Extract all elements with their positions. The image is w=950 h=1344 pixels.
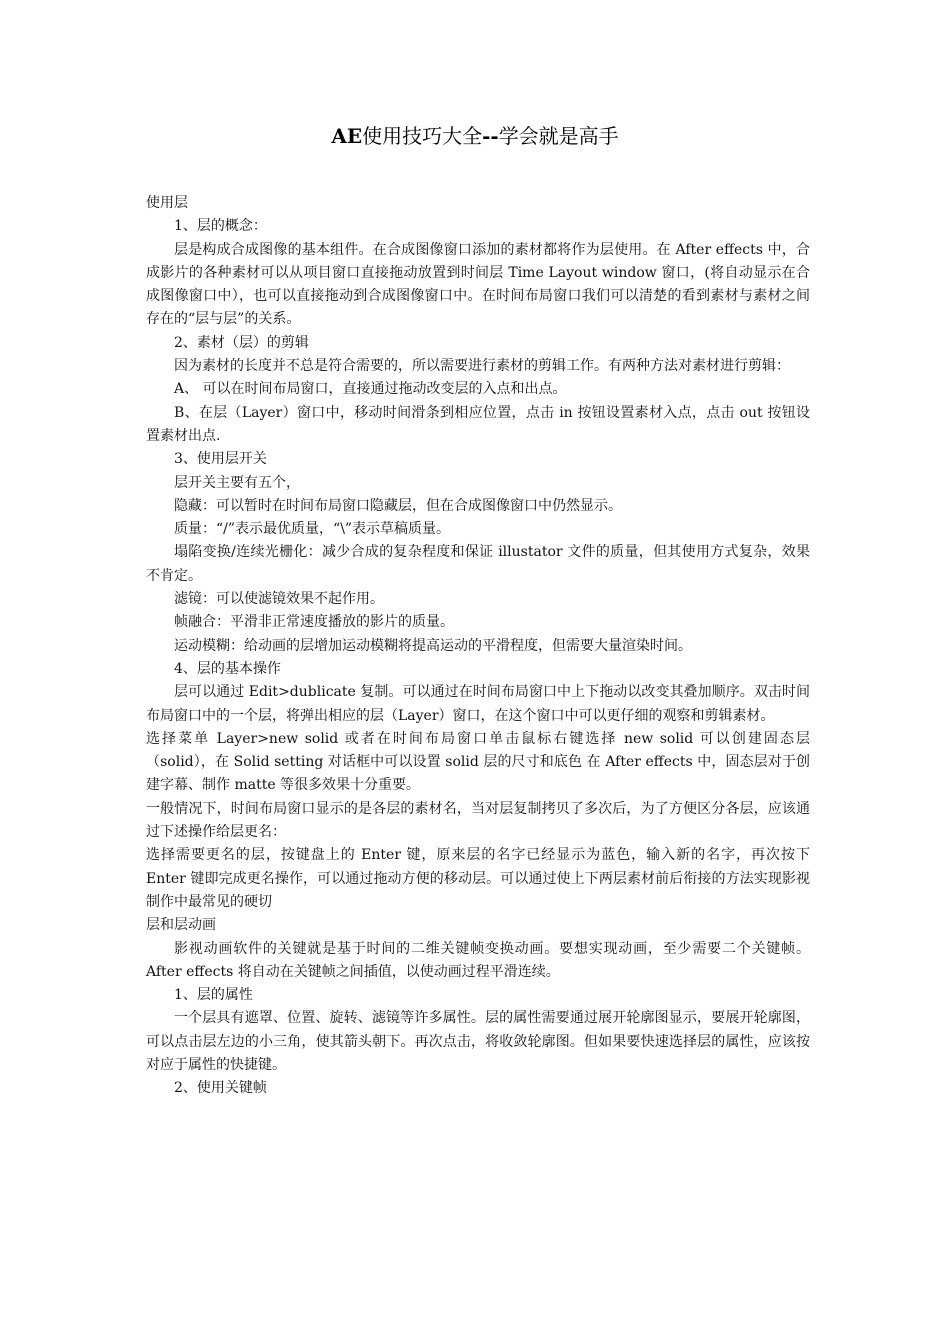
title-dash: --: [482, 124, 499, 148]
paragraph: 塌陷变换/连续光栅化：减少合成的复杂程度和保证 illustator 文件的质量，但其使用方式复杂，效果不肯定。: [146, 544, 810, 584]
paragraph: 1、层的属性: [174, 987, 253, 1004]
paragraph: 影视动画软件的关键就是基于时间的二维关键帧变换动画。要想实现动画，至少需要二个关键帧。After effects 将自动在关键帧之间插值，以使动画过程平滑连续。: [146, 940, 810, 980]
paragraph: 层和层动画: [146, 917, 216, 934]
paragraph: 选择菜单 Layer>new solid 或者在时间布局窗口单击鼠标右键选择 new solid 可以创建固态层（solid），在 Solid setting 对话框中可以设置 solid 层的尺寸和底色 在 After effects 中，固态层对于创建字幕、制作 matte 等很多效果十分重要。: [146, 730, 810, 794]
paragraph: 层可以通过 Edit>dublicate 复制。可以通过在时间布局窗口中上下拖动以改变其叠加顺序。双击时间布局窗口中的一个层，将弹出相应的层（Layer）窗口，在这个窗口中可以更仔细的观察和剪辑素材。: [146, 684, 810, 724]
title-tail: 学会就是高手: [498, 124, 619, 148]
paragraph: 2、素材（层）的剪辑: [174, 334, 309, 351]
paragraph: 运动模糊：给动画的层增加运动模糊将提高运动的平滑程度，但需要大量渲染时间。: [174, 637, 692, 654]
paragraph: 2、使用关键帧: [174, 1080, 267, 1097]
paragraph: 帧融合：平滑非正常速度播放的影片的质量。: [174, 614, 454, 631]
paragraph: A、 可以在时间布局窗口，直接通过拖动改变层的入点和出点。: [174, 381, 567, 398]
paragraph: 4、层的基本操作: [174, 660, 281, 677]
paragraph: 质量：“/”表示最优质量，“\”表示草稿质量。: [174, 521, 451, 538]
paragraph: 选择需要更名的层，按键盘上的 Enter 键，原来层的名字已经显示为蓝色，输入新的名字，再次按下 Enter 键即完成更名操作，可以通过拖动方便的移动层。可以通过使上下两层素材前后衔接的方法实现影视制作中最常见的硬切: [146, 847, 810, 910]
paragraph: 层开关主要有五个，: [174, 474, 300, 491]
paragraph: 使用层: [146, 195, 188, 211]
document-title: [0, 122, 950, 150]
paragraph: 隐藏：可以暂时在时间布局窗口隐藏层，但在合成图像窗口中仍然显示。: [174, 497, 622, 514]
paragraph: 滤镜：可以使滤镜效果不起作用。: [174, 591, 384, 608]
document-body: [146, 192, 810, 1101]
paragraph: 一个层具有遮罩、位置、旋转、滤镜等许多属性。层的属性需要通过展开轮廓图显示，要展开轮廓图，可以点击层左边的小三角，使其箭头朝下。再次点击，将收敛轮廓图。但如果要快速选择层的属性，应该按对应于属性的快捷键。: [146, 1010, 810, 1073]
paragraph: B、在层（Layer）窗口中，移动时间滑条到相应位置，点击 in 按钮设置素材入点，点击 out 按钮设置素材出点.: [146, 404, 810, 444]
title-middle: 使用技巧大全: [362, 124, 483, 148]
paragraph: 层是构成合成图像的基本组件。在合成图像窗口添加的素材都将作为层使用。在 After effects 中，合成影片的各种素材可以从项目窗口直接拖动放置到时间层 Time Layout window 窗口，(将自动显示在合成图像窗口中），也可以直接拖动到合成图像窗口中。在时间布局窗口我们可以清楚的看到素材与素材之间存在的“层与层”的关系。: [146, 241, 810, 328]
paragraph: 3、使用层开关: [174, 451, 267, 468]
title-bold: AE: [331, 124, 363, 148]
paragraph: 一般情况下，时间布局窗口显示的是各层的素材名，当对层复制拷贝了多次后，为了方便区分各层，应该通过下述操作给层更名：: [146, 800, 810, 841]
paragraph: 因为素材的长度并不总是符合需要的，所以需要进行素材的剪辑工作。有两种方法对素材进行剪辑：: [174, 358, 790, 375]
paragraph: 1、层的概念：: [174, 218, 267, 235]
